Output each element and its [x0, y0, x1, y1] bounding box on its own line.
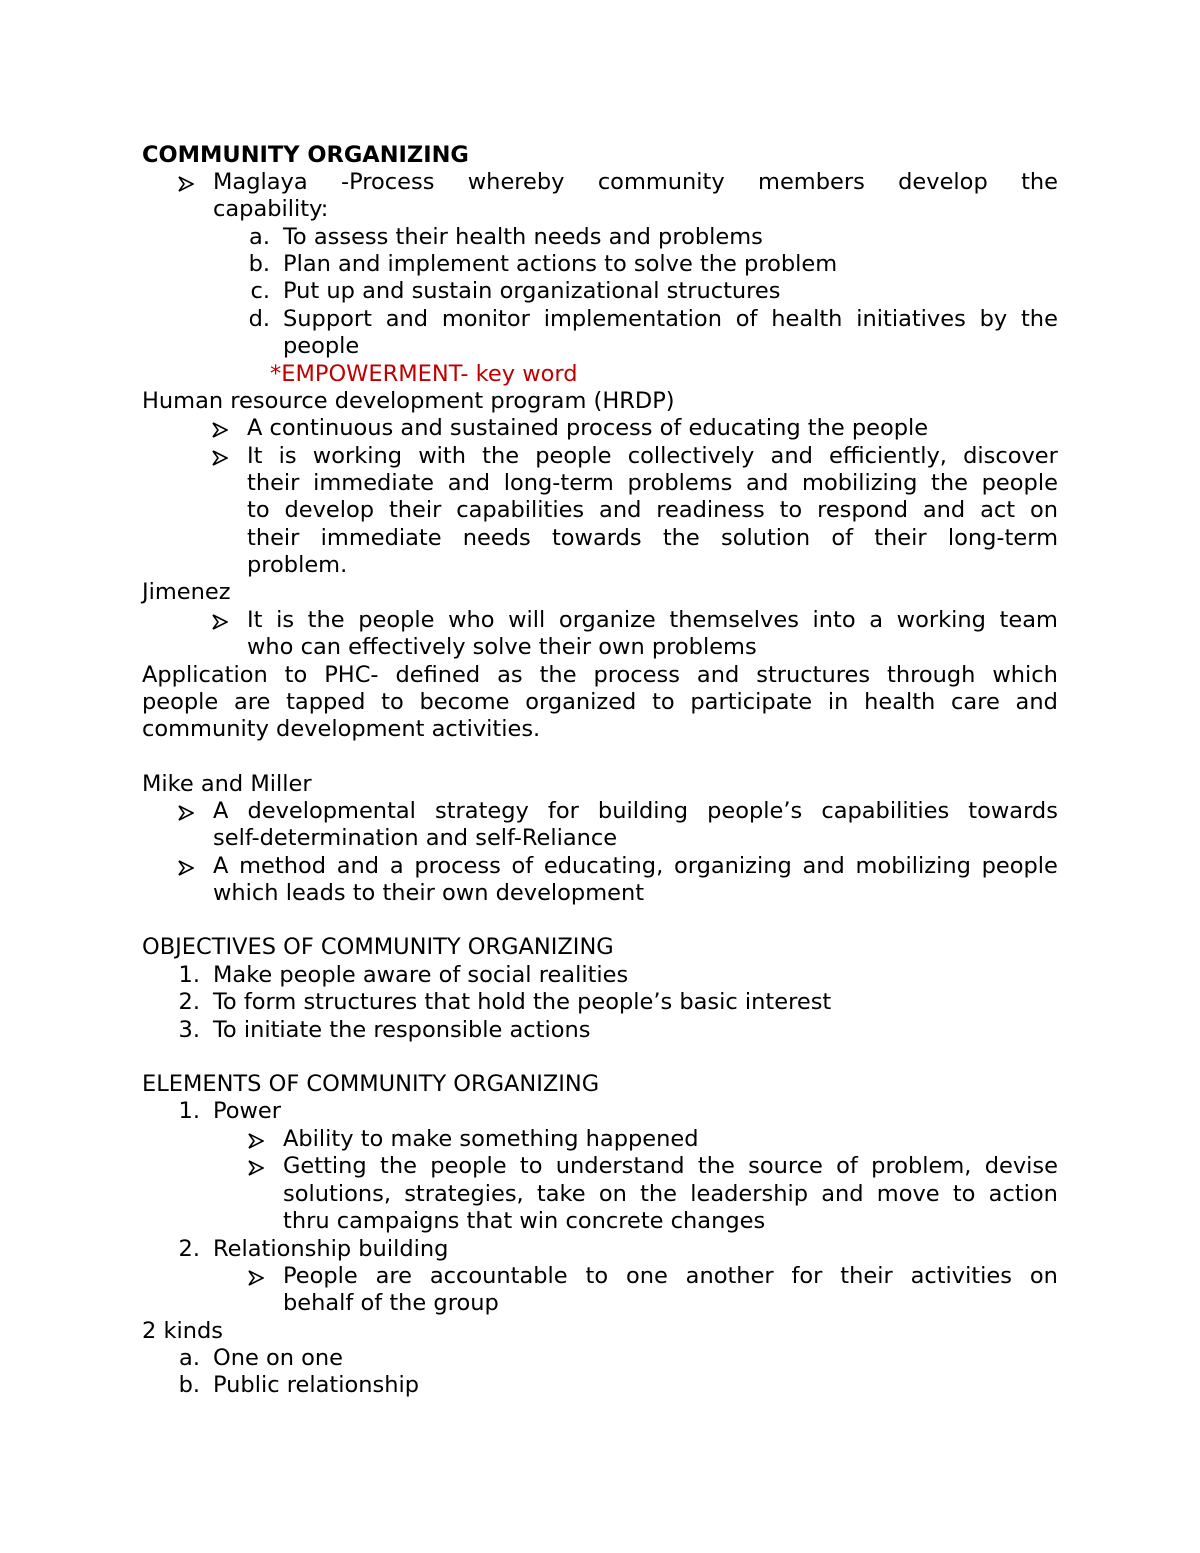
list-item: Make people aware of social realities — [213, 962, 629, 988]
document-title: COMMUNITY ORGANIZING — [142, 142, 469, 168]
relationship-bullet-line: behalf of the group — [283, 1290, 499, 1316]
mike-miller-heading: Mike and Miller — [142, 771, 312, 797]
mike-miller-bullet-line: which leads to their own development — [213, 880, 645, 906]
arrowhead-bullet-icon — [248, 1133, 264, 1149]
power-bullet: Ability to make something happened — [283, 1126, 699, 1152]
list-marker: b. — [178, 1372, 200, 1398]
jimenez-bullet-line: It is the people who will organize themselves into a working team — [247, 607, 1058, 633]
list-item-cont: people — [283, 333, 360, 359]
list-marker: d. — [248, 306, 270, 332]
list-item: Plan and implement actions to solve the problem — [283, 251, 838, 277]
arrowhead-bullet-icon — [178, 860, 194, 876]
maglaya-definition-cont: capability: — [213, 196, 329, 222]
list-item: Power — [213, 1098, 282, 1124]
list-marker: 3. — [178, 1017, 200, 1043]
mike-miller-bullet-line: self-determination and self-Reliance — [213, 825, 618, 851]
list-marker: c. — [250, 278, 270, 304]
hrdp-bullet-line: to develop their capabilities and readiness to respond and act on — [247, 497, 1058, 523]
arrowhead-bullet-icon — [212, 422, 228, 438]
jimenez-bullet-line: who can effectively solve their own problems — [247, 634, 757, 660]
objectives-heading: OBJECTIVES OF COMMUNITY ORGANIZING — [142, 934, 614, 960]
mike-miller-bullet-line: A developmental strategy for building people’s capabilities towards — [213, 798, 1058, 824]
arrowhead-bullet-icon — [248, 1270, 264, 1286]
power-bullet-line: solutions, strategies, take on the leadership and move to action — [283, 1181, 1058, 1207]
list-item: To initiate the responsible actions — [213, 1017, 591, 1043]
hrdp-bullet-line: It is working with the people collectively and efficiently, discover — [247, 443, 1058, 469]
list-marker: b. — [248, 251, 270, 277]
list-item: Support and monitor implementation of health initiatives by the — [283, 306, 1058, 332]
hrdp-bullet-line: their immediate and long-term problems and mobilizing the people — [247, 470, 1058, 496]
application-paragraph-line: community development activities. — [142, 716, 541, 742]
list-marker: a. — [179, 1345, 200, 1371]
list-marker: 2. — [178, 1236, 200, 1262]
list-marker: 1. — [178, 962, 200, 988]
list-item: To assess their health needs and problems — [283, 224, 763, 250]
kinds-heading: 2 kinds — [142, 1318, 224, 1344]
hrdp-bullet: A continuous and sustained process of educating the people — [247, 415, 929, 441]
list-item: One on one — [213, 1345, 344, 1371]
list-item: To form structures that hold the people’s basic interest — [213, 989, 832, 1015]
arrowhead-bullet-icon — [248, 1160, 264, 1176]
hrdp-heading: Human resource development program (HRDP) — [142, 388, 675, 414]
jimenez-heading: Jimenez — [142, 579, 231, 605]
list-item: Relationship building — [213, 1236, 449, 1262]
hrdp-bullet-line: their immediate needs towards the solution of their long-term — [247, 525, 1058, 551]
list-marker: a. — [249, 224, 270, 250]
maglaya-definition: Maglaya -Process whereby community members develop the — [213, 169, 1058, 195]
application-paragraph-line: people are tapped to become organized to participate in health care and — [142, 689, 1058, 715]
list-item: Public relationship — [213, 1372, 419, 1398]
empowerment-keyword: *EMPOWERMENT- key word — [270, 361, 578, 387]
list-item: Put up and sustain organizational structures — [283, 278, 781, 304]
arrowhead-bullet-icon — [212, 450, 228, 466]
hrdp-bullet-line: problem. — [247, 552, 348, 578]
arrowhead-bullet-icon — [178, 805, 194, 821]
power-bullet-line: Getting the people to understand the source of problem, devise — [283, 1153, 1058, 1179]
arrowhead-bullet-icon — [178, 176, 194, 192]
elements-heading: ELEMENTS OF COMMUNITY ORGANIZING — [142, 1071, 600, 1097]
power-bullet-line: thru campaigns that win concrete changes — [283, 1208, 766, 1234]
list-marker: 1. — [178, 1098, 200, 1124]
relationship-bullet-line: People are accountable to one another for their activities on — [283, 1263, 1058, 1289]
application-paragraph-line: Application to PHC- defined as the process and structures through which — [142, 662, 1058, 688]
list-marker: 2. — [178, 989, 200, 1015]
arrowhead-bullet-icon — [212, 614, 228, 630]
mike-miller-bullet-line: A method and a process of educating, organizing and mobilizing people — [213, 853, 1058, 879]
